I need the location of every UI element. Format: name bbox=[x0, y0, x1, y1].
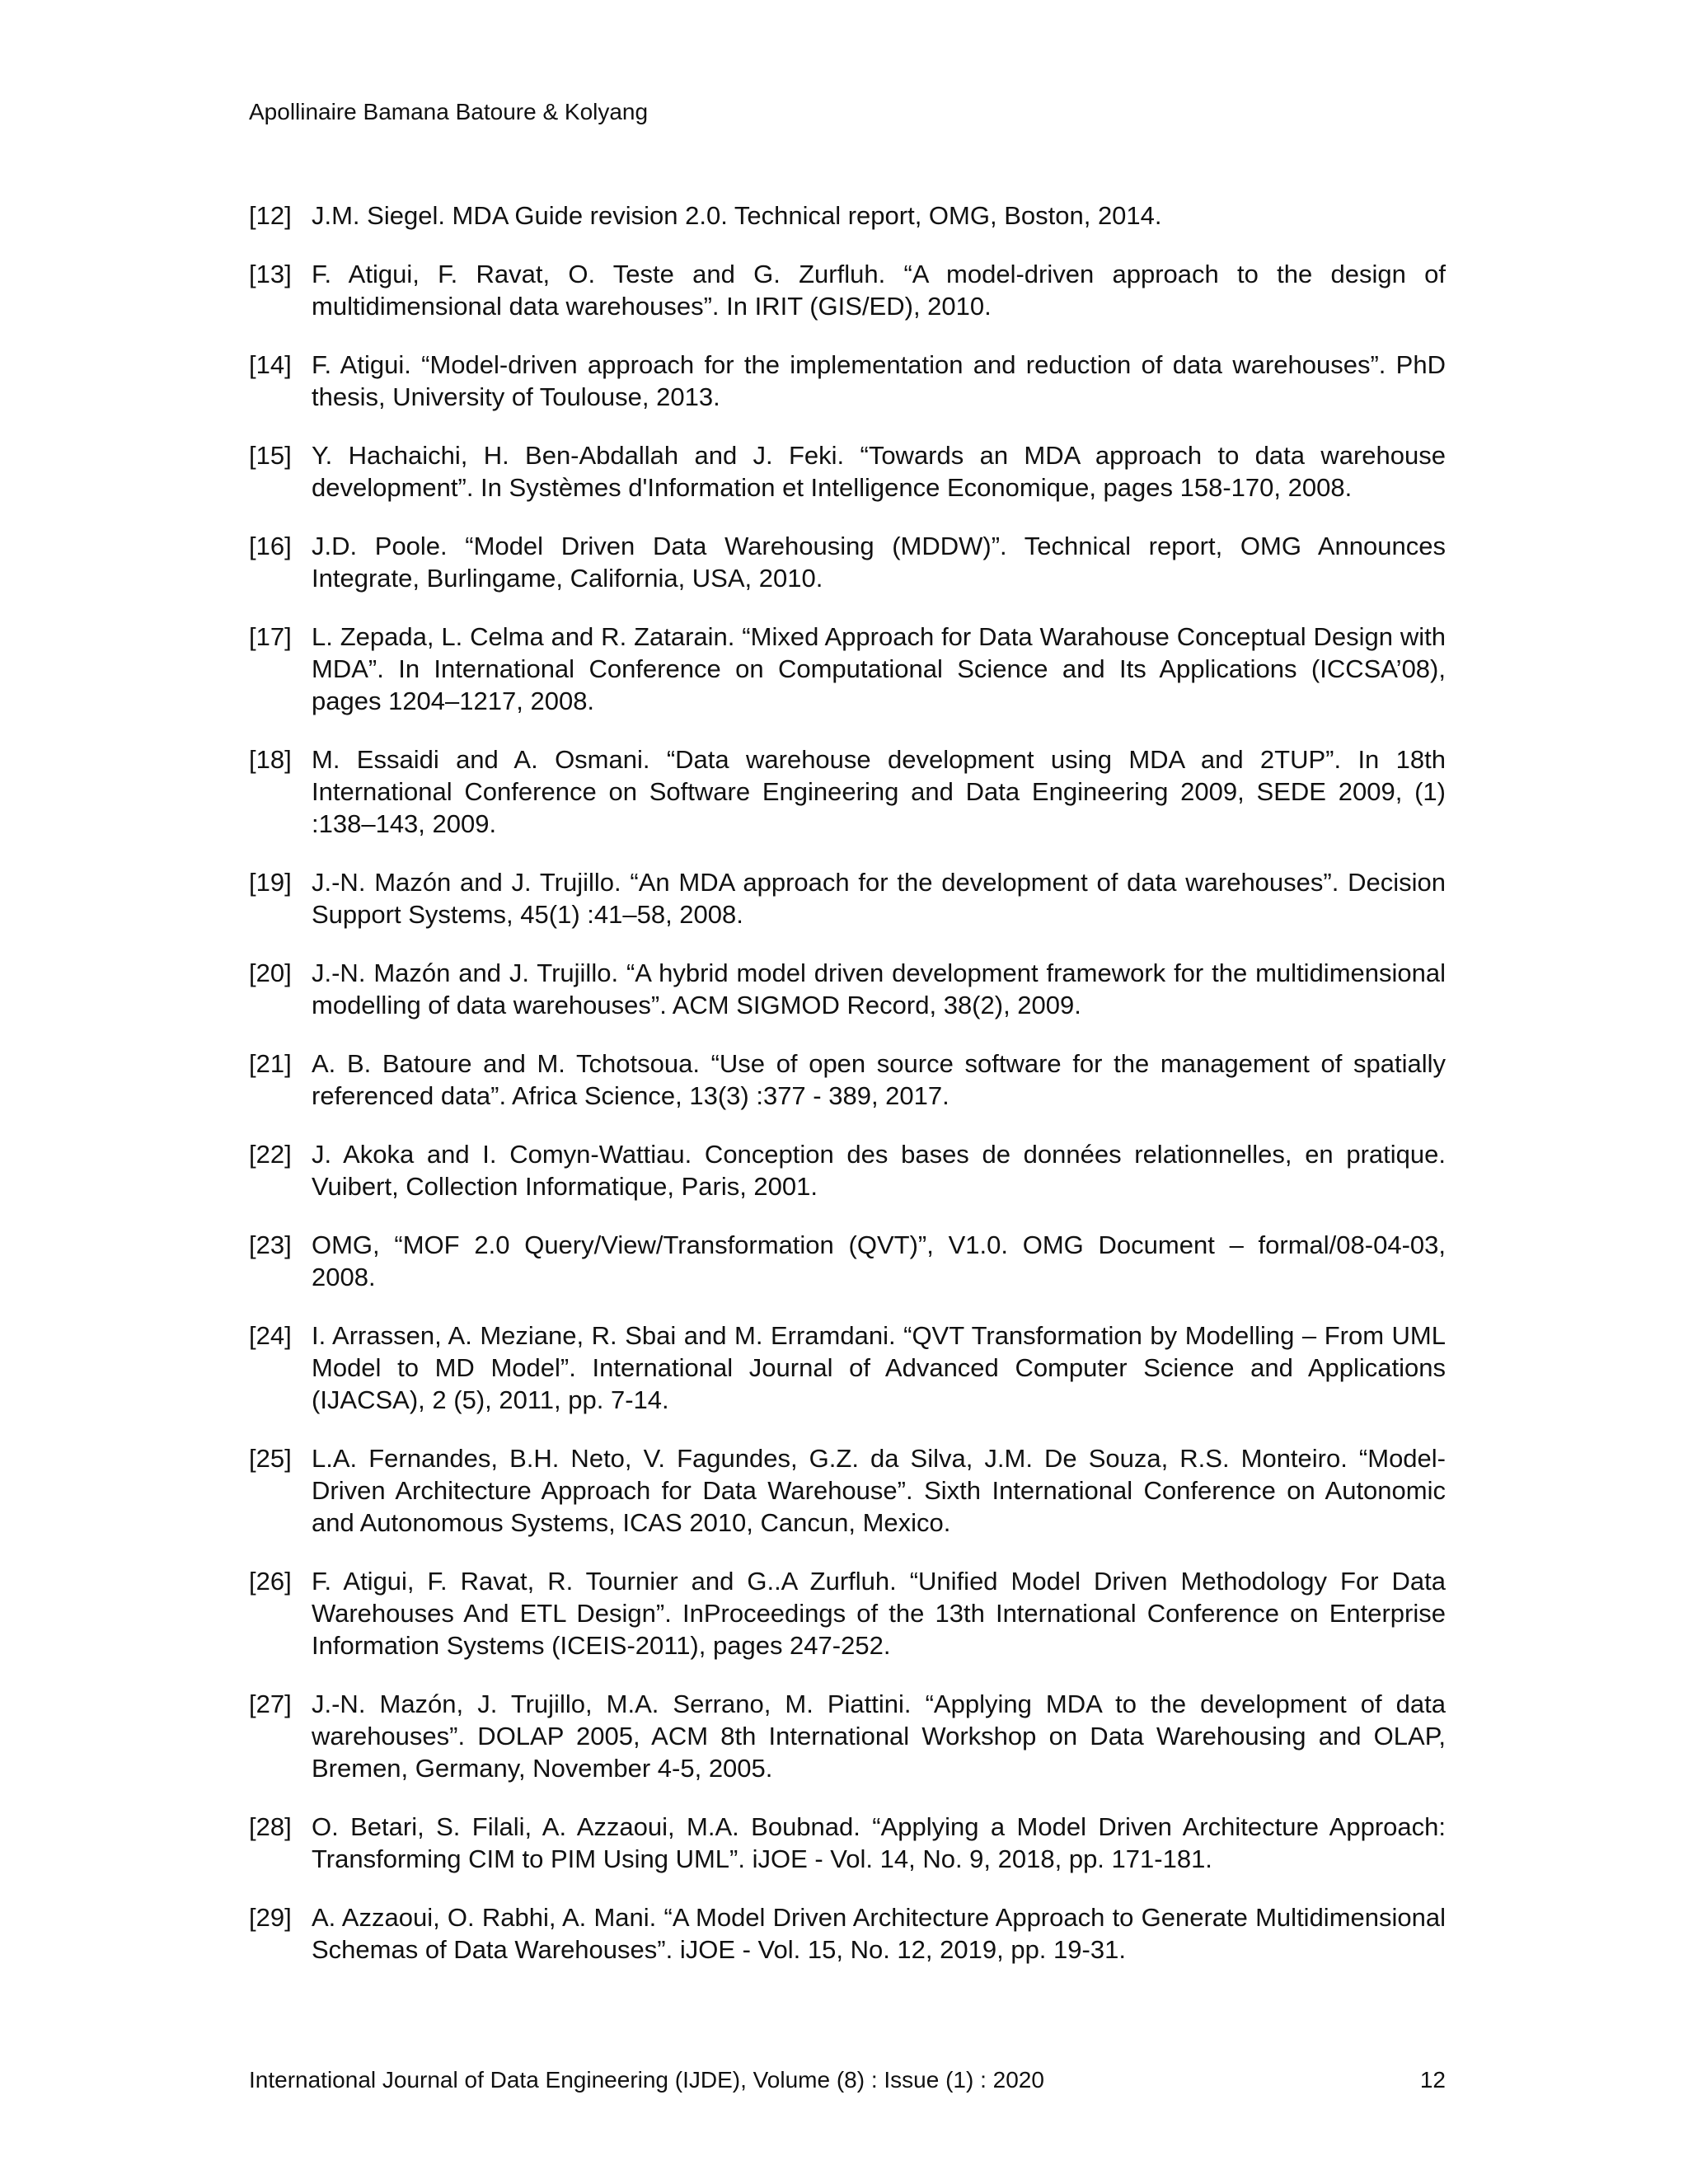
reference-item bbox=[249, 621, 1446, 717]
reference-number: [21] bbox=[249, 1049, 292, 1078]
reference-number: [27] bbox=[249, 1690, 292, 1718]
reference-list bbox=[249, 199, 1446, 1992]
reference-number: [19] bbox=[249, 868, 292, 897]
reference-number: [23] bbox=[249, 1230, 292, 1259]
reference-item bbox=[249, 1688, 1446, 1784]
reference-number: [16] bbox=[249, 532, 292, 560]
reference-number: [28] bbox=[249, 1812, 292, 1841]
page-number: 12 bbox=[1419, 2067, 1446, 2093]
reference-text: J.D. Poole. “Model Driven Data Warehousing (MDDW)”. Technical report, OMG Announces Integrate, Burlingame, California, USA, 2010. bbox=[312, 532, 1446, 593]
reference-text: F. Atigui, F. Ravat, O. Teste and G. Zurfluh. “A model-driven approach to the design of multidimensional data warehouses”. In IRIT (GIS/ED), 2010. bbox=[312, 260, 1446, 321]
reference-number: [17] bbox=[249, 622, 292, 651]
reference-item bbox=[249, 1811, 1446, 1875]
reference-text: J.M. Siegel. MDA Guide revision 2.0. Technical report, OMG, Boston, 2014. bbox=[312, 201, 1162, 230]
reference-text: A. Azzaoui, O. Rabhi, A. Mani. “A Model Driven Architecture Approach to Generate Multidimensional Schemas of Data Warehouses”. iJOE - Vol. 15, No. 12, 2019, pp. 19-31. bbox=[312, 1903, 1446, 1964]
reference-number: [12] bbox=[249, 201, 292, 230]
reference-number: [26] bbox=[249, 1567, 292, 1596]
reference-number: [18] bbox=[249, 745, 292, 774]
reference-text: J.-N. Mazón, J. Trujillo, M.A. Serrano, M. Piattini. “Applying MDA to the development of data warehouses”. DOLAP 2005, ACM 8th International Workshop on Data Warehousing and OLAP, Bremen, Germany, November 4-5, 2005. bbox=[312, 1690, 1446, 1783]
reference-number: [20] bbox=[249, 958, 292, 987]
reference-item bbox=[249, 439, 1446, 504]
reference-number: [15] bbox=[249, 441, 292, 470]
reference-item bbox=[249, 743, 1446, 840]
footer-journal-info: International Journal of Data Engineering (IJDE), Volume (8) : Issue (1) : 2020 bbox=[249, 2067, 1044, 2093]
reference-item bbox=[249, 1319, 1446, 1416]
reference-text: I. Arrassen, A. Meziane, R. Sbai and M. Erramdani. “QVT Transformation by Modelling – From UML Model to MD Model”. International Journal of Advanced Computer Science and Applications (IJACSA), 2 (5), 2011, pp. 7-14. bbox=[312, 1321, 1446, 1414]
reference-text: O. Betari, S. Filali, A. Azzaoui, M.A. Boubnad. “Applying a Model Driven Architecture Approach: Transforming CIM to PIM Using UML”. iJOE - Vol. 14, No. 9, 2018, pp. 171-181. bbox=[312, 1812, 1446, 1873]
reference-item bbox=[249, 1901, 1446, 1966]
reference-text: Y. Hachaichi, H. Ben-Abdallah and J. Feki. “Towards an MDA approach to data warehouse development”. In Systèmes d'Information et Intelligence Economique, pages 158-170, 2008. bbox=[312, 441, 1446, 502]
reference-item bbox=[249, 199, 1446, 232]
reference-number: [22] bbox=[249, 1140, 292, 1169]
running-header: Apollinaire Bamana Batoure & Kolyang bbox=[249, 99, 649, 124]
reference-item bbox=[249, 258, 1446, 322]
reference-item bbox=[249, 1565, 1446, 1661]
reference-item bbox=[249, 1047, 1446, 1112]
reference-item bbox=[249, 530, 1446, 594]
reference-text: L. Zepada, L. Celma and R. Zatarain. “Mixed Approach for Data Warahouse Conceptual Design with MDA”. In International Conference on Computational Science and Its Applications (ICCSA’08), pages 1204–1217, 2008. bbox=[312, 622, 1446, 715]
reference-text: OMG, “MOF 2.0 Query/View/Transformation (QVT)”, V1.0. OMG Document – formal/08-04-03, 2008. bbox=[312, 1230, 1446, 1291]
reference-item bbox=[249, 349, 1446, 413]
reference-text: F. Atigui. “Model-driven approach for the implementation and reduction of data warehouses”. PhD thesis, University of Toulouse, 2013. bbox=[312, 350, 1446, 411]
reference-number: [25] bbox=[249, 1444, 292, 1473]
reference-item bbox=[249, 1229, 1446, 1293]
reference-item bbox=[249, 1138, 1446, 1202]
reference-text: M. Essaidi and A. Osmani. “Data warehouse development using MDA and 2TUP”. In 18th International Conference on Software Engineering and Data Engineering 2009, SEDE 2009, (1) :138–143, 2009. bbox=[312, 745, 1446, 838]
reference-text: J. Akoka and I. Comyn-Wattiau. Conception des bases de données relationnelles, en pratique. Vuibert, Collection Informatique, Paris, 2001. bbox=[312, 1140, 1446, 1201]
reference-number: [14] bbox=[249, 350, 292, 379]
reference-item bbox=[249, 957, 1446, 1021]
reference-text: J.-N. Mazón and J. Trujillo. “An MDA approach for the development of data warehouses”. Decision Support Systems, 45(1) :41–58, 2008. bbox=[312, 868, 1446, 929]
reference-item bbox=[249, 1442, 1446, 1539]
reference-text: L.A. Fernandes, B.H. Neto, V. Fagundes, G.Z. da Silva, J.M. De Souza, R.S. Monteiro. “Model-Driven Architecture Approach for Data Warehouse”. Sixth International Conference on Autonomic and Autonomous Systems, ICAS 2010, Cancun, Mexico. bbox=[312, 1444, 1446, 1537]
reference-number: [13] bbox=[249, 260, 292, 288]
reference-text: J.-N. Mazón and J. Trujillo. “A hybrid model driven development framework for the multidimensional modelling of data warehouses”. ACM SIGMOD Record, 38(2), 2009. bbox=[312, 958, 1446, 1019]
reference-number: [29] bbox=[249, 1903, 292, 1932]
reference-number: [24] bbox=[249, 1321, 292, 1350]
reference-text: A. B. Batoure and M. Tchotsoua. “Use of open source software for the management of spatially referenced data”. Africa Science, 13(3) :377 - 389, 2017. bbox=[312, 1049, 1446, 1110]
reference-item bbox=[249, 866, 1446, 930]
reference-text: F. Atigui, F. Ravat, R. Tournier and G..A Zurfluh. “Unified Model Driven Methodology For Data Warehouses And ETL Design”. InProceedings of the 13th International Conference on Enterprise Information Systems (ICEIS-2011), pages 247-252. bbox=[312, 1567, 1446, 1660]
